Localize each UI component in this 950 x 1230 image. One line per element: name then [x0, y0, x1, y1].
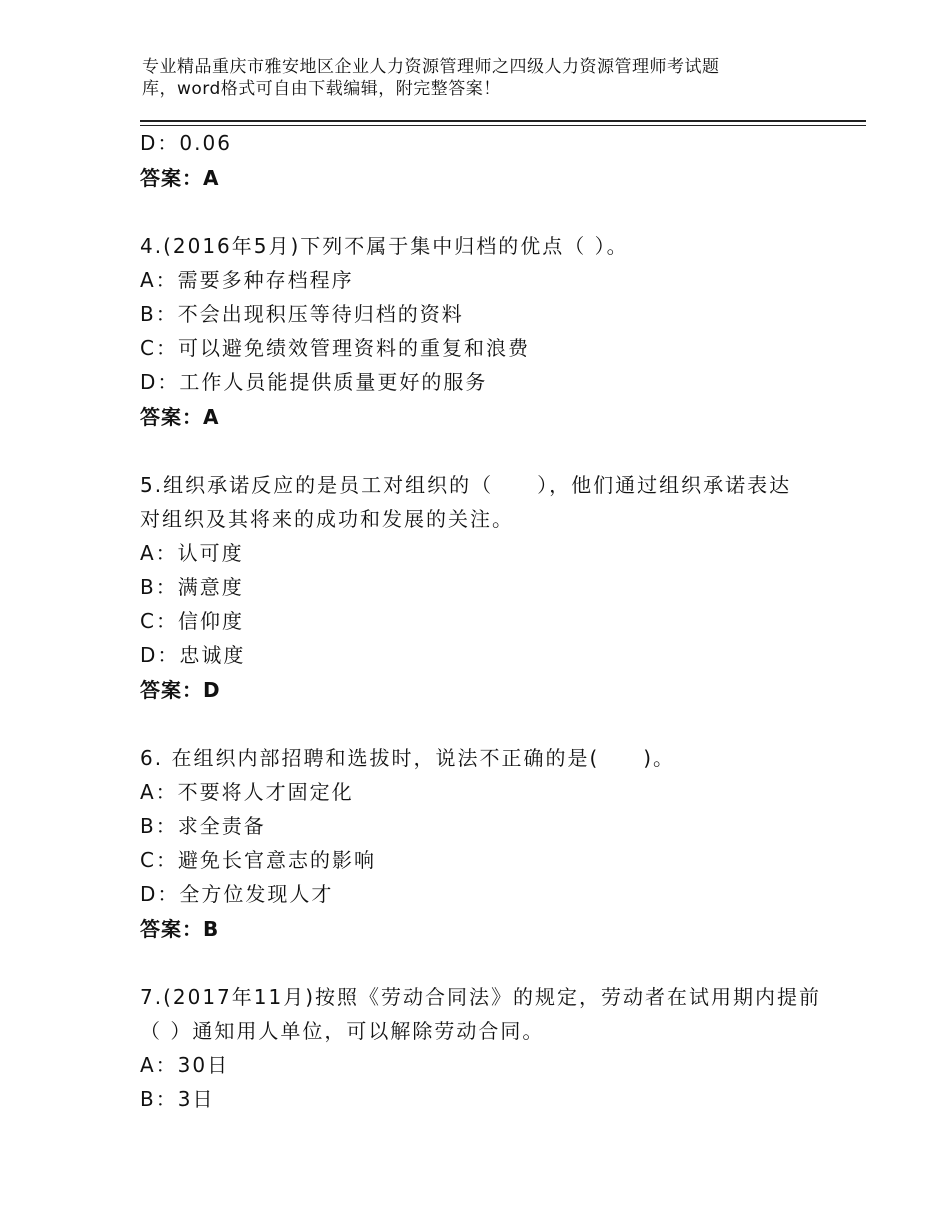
q5-option-a: A：认可度 [140, 541, 244, 565]
q5-answer: 答案：D [140, 678, 221, 702]
q7-option-b: B：3日 [140, 1087, 215, 1111]
page-header [142, 56, 782, 100]
q5-option-c: C：信仰度 [140, 609, 244, 633]
q6-option-b: B：求全责备 [140, 814, 266, 838]
header-rule-thin [140, 125, 866, 126]
q4-option-c: C：可以避免绩效管理资料的重复和浪费 [140, 336, 530, 360]
q4-stem: 4.(2016年5月)下列不属于集中归档的优点（ ）。 [140, 234, 629, 258]
q5-option-d: D：忠诚度 [140, 643, 246, 667]
header-rule-thick [140, 120, 866, 122]
q6-stem: 6. 在组织内部招聘和选拔时，说法不正确的是( )。 [140, 746, 676, 770]
q7-option-a: A：30日 [140, 1053, 230, 1077]
q4-option-b: B：不会出现积压等待归档的资料 [140, 302, 464, 326]
q5-option-b: B：满意度 [140, 575, 244, 599]
q6-option-c: C：避免长官意志的影响 [140, 848, 376, 872]
q7-stem-line-2: （ ）通知用人单位，可以解除劳动合同。 [140, 1019, 545, 1043]
q5-stem-line-1: 5.组织承诺反应的是员工对组织的（ ），他们通过组织承诺表达 [140, 473, 792, 497]
q3-answer: 答案：A [140, 166, 220, 190]
q4-answer: 答案：A [140, 405, 220, 429]
header-title-line-2: 库，word格式可自由下载编辑，附完整答案！ [142, 79, 501, 99]
q5-stem-line-2: 对组织及其将来的成功和发展的关注。 [140, 507, 514, 531]
q7-stem-line-1: 7.(2017年11月)按照《劳动合同法》的规定，劳动者在试用期内提前 [140, 985, 822, 1009]
q4-option-a: A：需要多种存档程序 [140, 268, 354, 292]
header-title-line-1: 专业精品重庆市雅安地区企业人力资源管理师之四级人力资源管理师考试题 [142, 57, 720, 77]
q6-option-d: D：全方位发现人才 [140, 882, 334, 906]
q6-option-a: A：不要将人才固定化 [140, 780, 354, 804]
q6-answer: 答案：B [140, 917, 220, 941]
q4-option-d: D：工作人员能提供质量更好的服务 [140, 370, 488, 394]
q3-option-d: D：0.06 [140, 131, 232, 155]
